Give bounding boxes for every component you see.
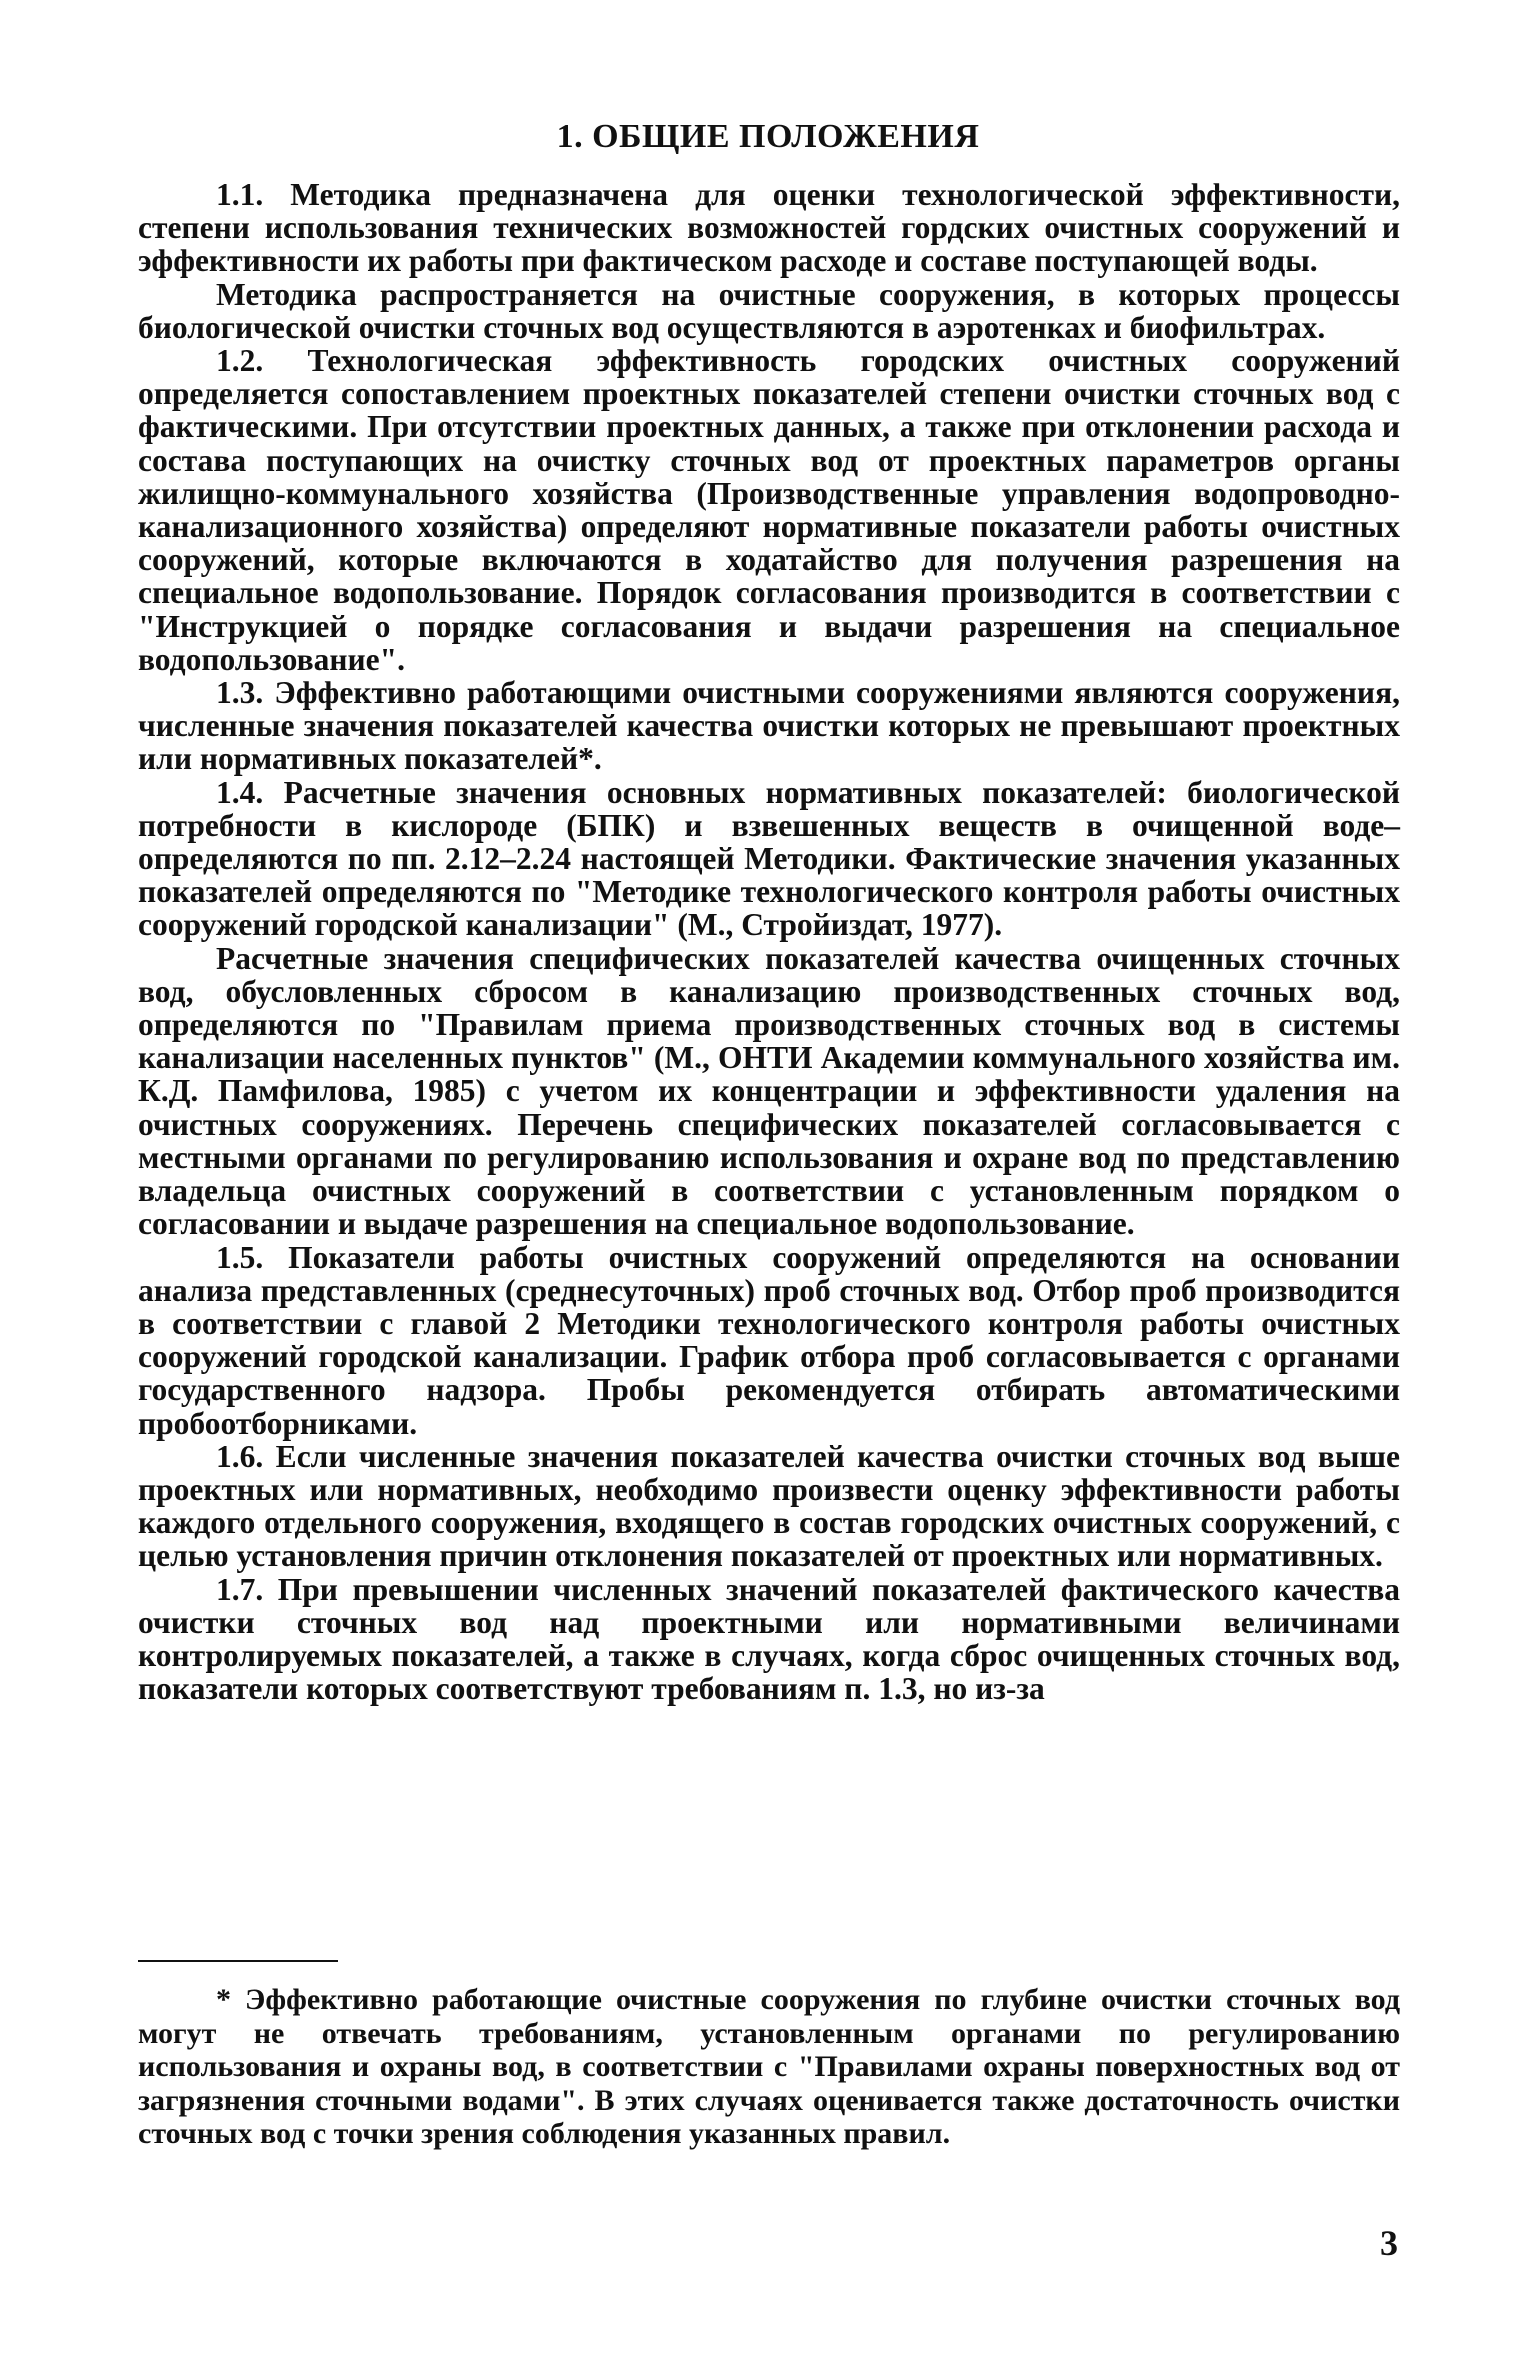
paragraph-1-1-scope: Методика распространяется на очистные сооружения, в которых процессы биологической очистки сточных вод осуществляются в аэротенках и биофильтрах. [138,276,1400,345]
section-heading: 1. ОБЩИЕ ПОЛОЖЕНИЯ [556,118,980,155]
footnote [138,1983,1400,2151]
paragraph-1-1: 1.1. Методика предназначена для оценки технологической эффективности, степени использования технических возможностей гордских очистных сооружений и эффективности их работы при фактическом расходе и составе поступающей воды. [138,177,1400,279]
paragraph-1-5: 1.5. Показатели работы очистных сооружений определяются на основании анализа представленных (среднесуточных) проб сточных вод. Отбор проб производится в соответствии с главой 2 Методики технологического контроля работы очистных сооружений городской канализации. График отбора проб согласовывается с органами государственного надзора. Пробы рекомендуется отбирать автоматическими пробоотборниками. [138,1239,1400,1441]
page-number: 3 [1380,2223,1398,2263]
paragraph-1-4-specific: Расчетные значения специфических показателей качества очищенных сточных вод, обусловленных сбросом в канализацию производственных сточных вод, определяются по "Правилам приема производственных сточных вод в системы канализации населенных пунктов" (М., ОНТИ Академии коммунального хозяйства им. К.Д. Памфилова, 1985) с учетом их концентрации и эффективности удаления на очистных сооружениях. Перечень специфических показателей согласовывается с местными органами по регулированию использования и охране вод по представлению владельца очистных сооружений в соответствии с установленным порядком о согласовании и выдаче разрешения на специальное водопользование. [138,940,1400,1242]
footnote-divider [138,1960,338,1962]
body-text [138,178,1400,1705]
paragraph-1-3: 1.3. Эффективно работающими очистными сооружениями являются сооружения, численные значения показателей качества очистки которых не превышают проектных или нормативных показателей*. [138,675,1400,777]
footnote-text: * Эффективно работающие очистные сооружения по глубине очистки сточных вод могут не отвечать требованиям, установленным органами по регулированию использования и охраны вод, в соответствии с "Правилами охраны поверхностных вод от загрязнения сточными водами". В этих случаях оценивается также достаточность очистки сточных вод с точки зрения соблюдения указанных правил. [138,1983,1400,2150]
paragraph-1-7: 1.7. При превышении численных значений показателей фактического качества очистки сточных вод над проектными или нормативными величинами контролируемых показателей, а также в случаях, когда сброс очищенных сточных вод, показатели которых соответствуют требованиям п. 1.3, но из-за [138,1571,1400,1707]
paragraph-1-2: 1.2. Технологическая эффективность городских очистных сооружений определяется сопоставлением проектных показателей степени очистки сточных вод с фактическими. При отсутствии проектных данных, а также при отклонении расхода и состава поступающих на очистку сточных вод от проектных параметров органы жилищно-коммунального хозяйства (Производственные управления водопроводно-канализационного хозяйства) определяют нормативные показатели работы очистных сооружений, которые включаются в ходатайство для получения разрешения на специальное водопользование. Порядок согласования производится в соответствии с "Инструкцией о порядке согласования и выдачи разрешения на специальное водопользование". [138,343,1400,677]
paragraph-1-6: 1.6. Если численные значения показателей качества очистки сточных вод выше проектных или нормативных, необходимо произвести оценку эффективности работы каждого отдельного сооружения, входящего в состав городских очистных сооружений, с целью установления причин отклонения показателей от проектных или нормативных. [138,1438,1400,1574]
paragraph-1-4: 1.4. Расчетные значения основных нормативных показателей: биологической потребности в кислороде (БПК) и взвешенных веществ в очищенной воде–определяются по пп. 2.12–2.24 настоящей Методики. Фактические значения указанных показателей определяются по "Методике технологического контроля работы очистных сооружений городской канализации" (М., Стройиздат, 1977). [138,774,1400,943]
